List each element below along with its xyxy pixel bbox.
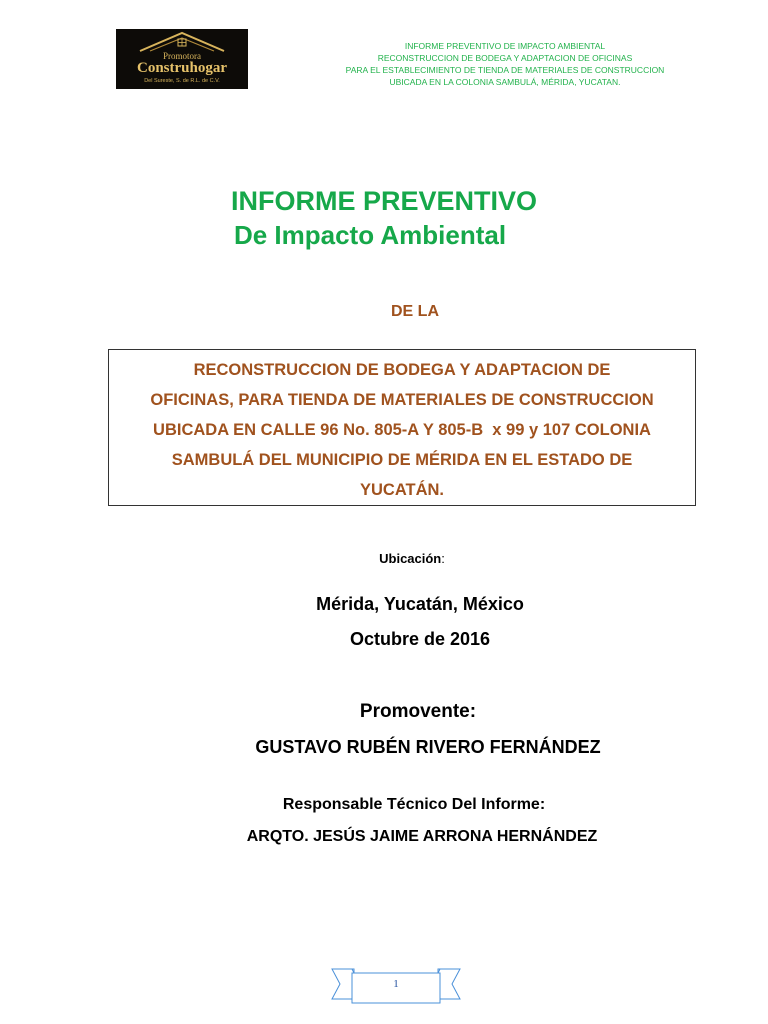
responsable-label: Responsable Técnico Del Informe: [282,796,546,813]
project-line: UBICADA EN CALLE 96 No. 805-A Y 805-B x 99 y 107 COLONIA [153,421,651,439]
location-city: Mérida, Yucatán, México [316,594,524,614]
logo-text-legal: Del Sureste, S. de R.L. de C.V. [144,78,220,84]
promovente-label: Promovente: [359,701,477,722]
page-number: 1 [393,978,399,990]
project-line: OFICINAS, PARA TIENDA DE MATERIALES DE CONSTRUCCION [150,391,654,409]
header-line: UBICADA EN LA COLONIA SAMBULÁ, MÉRIDA, YUCATAN. [389,77,621,87]
logo-text-brand: Construhogar [136,60,227,76]
project-description-box [108,349,696,506]
document-subtitle: De Impacto Ambiental [233,220,507,250]
header-line: PARA EL ESTABLECIMIENTO DE TIENDA DE MATERIALES DE CONSTRUCCION [345,65,665,75]
project-line: YUCATÁN. [359,481,445,499]
project-line: RECONSTRUCCION DE BODEGA Y ADAPTACION DE [193,361,611,379]
responsable-name: ARQTO. JESÚS JAIME ARRONA HERNÁNDEZ [246,828,598,845]
document-date: Octubre de 2016 [349,629,491,649]
document-header [330,40,680,88]
location-label [28,551,768,566]
location-label-text: Ubicación [379,551,442,566]
header-line: RECONSTRUCCION DE BODEGA Y ADAPTACION DE OFICINAS [377,53,633,63]
project-line: SAMBULÁ DEL MUNICIPIO DE MÉRIDA EN EL ESTADO DE [171,451,633,469]
de-la-label: DE LA [391,303,439,320]
header-line: INFORME PREVENTIVO DE IMPACTO AMBIENTAL [404,41,606,51]
logo-text-promotora: Promotora [163,51,201,61]
promovente-name: GUSTAVO RUBÉN RIVERO FERNÁNDEZ [255,737,601,757]
document-title: INFORME PREVENTIVO [230,186,538,216]
company-logo [116,29,248,89]
location-label-colon: : [441,551,445,566]
